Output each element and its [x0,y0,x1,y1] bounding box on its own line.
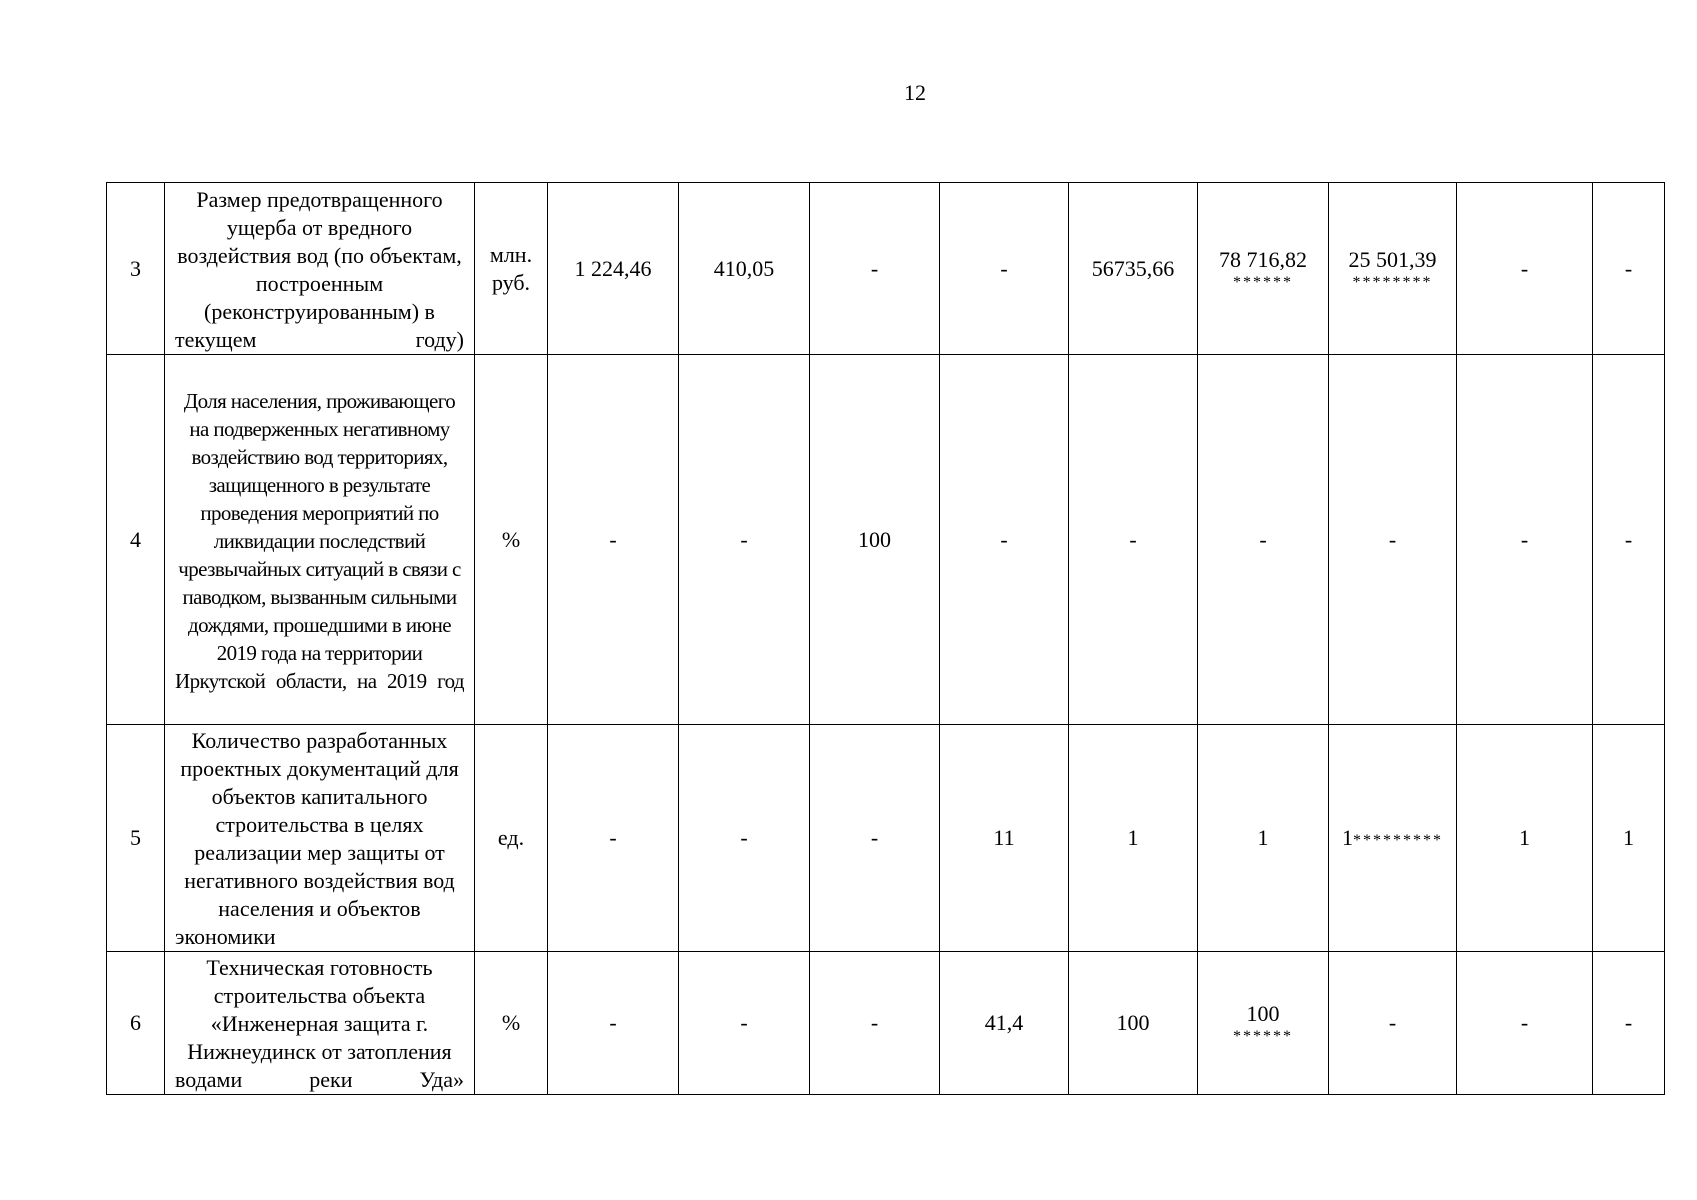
row-number: 6 [107,952,165,1095]
value-cell: 1 224,46 [548,183,679,355]
value-cell: 41,4 [940,952,1069,1095]
row-number: 3 [107,183,165,355]
row-number: 5 [107,725,165,952]
value-text: 100 [1246,1001,1280,1026]
value-text: 78 716,82 [1219,246,1307,272]
value-cell: - [1593,183,1665,355]
value-cell: - [1593,952,1665,1095]
value-cell [1198,952,1329,1095]
value-cell: - [679,725,810,952]
value-cell [1329,725,1457,952]
value-cell: - [1329,355,1457,725]
indicator-description: Размер предотвращенного ущерба от вредного воздействия вод (по объектам, построенным (реконструированным) в текущем году) [165,183,475,355]
unit-cell: млн. руб. [475,183,548,355]
value-cell: - [810,183,940,355]
value-cell: - [1069,355,1198,725]
value-cell: - [548,355,679,725]
value-cell: - [1198,355,1329,725]
table-row [107,725,1665,952]
value-cell: 11 [940,725,1069,952]
indicator-description: Техническая готовность строительства объекта «Инженерная защита г. Нижнеудинск от затопления водами реки Уда» [165,952,475,1095]
value-cell: - [940,183,1069,355]
value-cell: 1 [1198,725,1329,952]
footnote-marker: ******** [1352,273,1433,291]
value-cell: 1 [1069,725,1198,952]
value-cell: 100 [1069,952,1198,1095]
value-cell: 1 [1593,725,1665,952]
value-cell: 410,05 [679,183,810,355]
value-cell: - [548,725,679,952]
table-row [107,952,1665,1095]
row-number: 4 [107,355,165,725]
value-cell: - [1593,355,1665,725]
value-cell: - [1329,952,1457,1095]
value-cell: - [1457,355,1593,725]
value-text: 1 [1342,825,1353,850]
value-text: 25 501,39 [1348,246,1437,272]
value-cell: - [548,952,679,1095]
value-cell: - [679,355,810,725]
unit-cell: % [475,355,548,725]
table-row [107,355,1665,725]
value-cell: - [679,952,810,1095]
value-cell: - [810,725,940,952]
unit-cell: ед. [475,725,548,952]
indicator-description: Количество разработанных проектных документаций для объектов капитального строительства в целях реализации мер защиты от негативного воздействия вод населения и объектов экономики [165,725,475,952]
value-cell: - [1457,183,1593,355]
value-cell: - [810,952,940,1095]
value-cell: - [1457,952,1593,1095]
unit-cell: % [475,952,548,1095]
value-cell [1329,183,1457,355]
value-cell [1198,183,1329,355]
footnote-marker: ****** [1233,1028,1293,1045]
indicators-table [106,182,1665,1095]
table-row [107,183,1665,355]
value-cell: 100 [810,355,940,725]
value-cell: 56735,66 [1069,183,1198,355]
indicator-description: Доля населения, проживающего на подверженных негативному воздействию вод территориях, защищенного в результате проведения мероприятий по ликвидации последствий чрезвычайных ситуаций в связи с паводком, вызванным сильными дождями, прошедшими в июне 2019 года на территории Иркутской области, на 2019 год [165,355,475,725]
footnote-marker: ********* [1353,832,1443,849]
value-cell: 1 [1457,725,1593,952]
page-number: 12 [904,80,926,105]
value-cell: - [940,355,1069,725]
footnote-marker: ****** [1233,273,1293,291]
